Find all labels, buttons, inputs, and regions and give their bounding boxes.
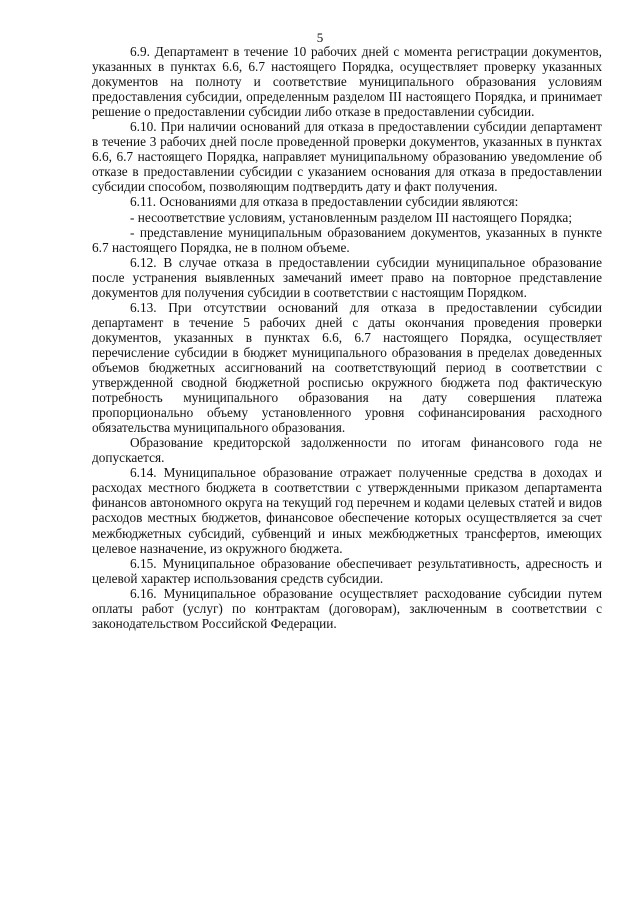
paragraph-6-14: 6.14. Муниципальное образование отражает полученные средства в доходах и расходах местного бюджета в соответствии с утвержденными приказом департамента финансов автономного округа на текущий год перечнем и кодами целевых статей и видов расходов местных бюджетов, финансовое обеспечение которых осуществляется за счет межбюджетных субсидий, субвенций и иных межбюджетных трансфертов, имеющих целевое назначение, из окружного бюджета. [92,465,602,556]
document-body [92,44,602,631]
paragraph-6-16: 6.16. Муниципальное образование осуществляет расходование субсидии путем оплаты работ (услуг) по контрактам (договорам), заключенным в соответствии с законодательством Российской Федерации. [92,585,602,631]
paragraph-6-13: 6.13. При отсутствии оснований для отказа в предоставлении субсидии департамент в течение 5 рабочих дней с даты окончания проведения проверки документов, указанных в пунктах 6.6, 6.7 настоящего Порядка, осуществляет перечисление субсидии в бюджет муниципального образования в пределах доведенных объемов бюджетных ассигнований на соответствующий период в соответствии с утвержденной сводной бюджетной росписью окружного бюджета под фактическую потребность муниципального образования на дату совершения платежа пропорционально объему установленного уровня софинансирования расходного обязательства муниципального образования. [92,299,602,436]
list-item-incomplete-documents: - представление муниципальным образованием документов, указанных в пункте 6.7 настоящего Порядка, не в полном объеме. [92,224,602,255]
paragraph-6-10: 6.10. При наличии оснований для отказа в предоставлении субсидии департамент в течение 3 рабочих дней после проведенной проверки документов, указанных в пунктах 6.6, 6.7 настоящего Порядка, направляет муниципальному образованию уведомление об отказе в предоставлении субсидии с указанием основания для отказа в предоставлении субсидии способом, позволяющим подтвердить дату и факт получения. [92,119,602,195]
list-item-nonconformity: - несоответствие условиям, установленным разделом III настоящего Порядка; [130,209,573,225]
paragraph-6-12: 6.12. В случае отказа в предоставлении субсидии муниципальное образование после устранения выявленных замечаний имеет право на повторное представление документов для получения субсидии в соответствии с настоящим Порядком. [92,254,602,300]
paragraph-6-15: 6.15. Муниципальное образование обеспечивает результативность, адресность и целевой характер использования средств субсидии. [92,555,602,586]
page-number: 5 [316,30,324,45]
paragraph-creditor-debt: Образование кредиторской задолженности по итогам финансового года не допускается. [92,435,602,466]
paragraph-6-9: 6.9. Департамент в течение 10 рабочих дней с момента регистрации документов, указанных в пунктах 6.6, 6.7 настоящего Порядка, осуществляет проверку указанных документов на полноту и соответствие муниципального образования условиям предоставления субсидии, определенным разделом III настоящего Порядка, и принимает решение о предоставлении субсидии либо отказе в предоставлении субсидии. [92,44,602,120]
paragraph-6-11: 6.11. Основаниями для отказа в предоставлении субсидии являются: [130,194,519,210]
